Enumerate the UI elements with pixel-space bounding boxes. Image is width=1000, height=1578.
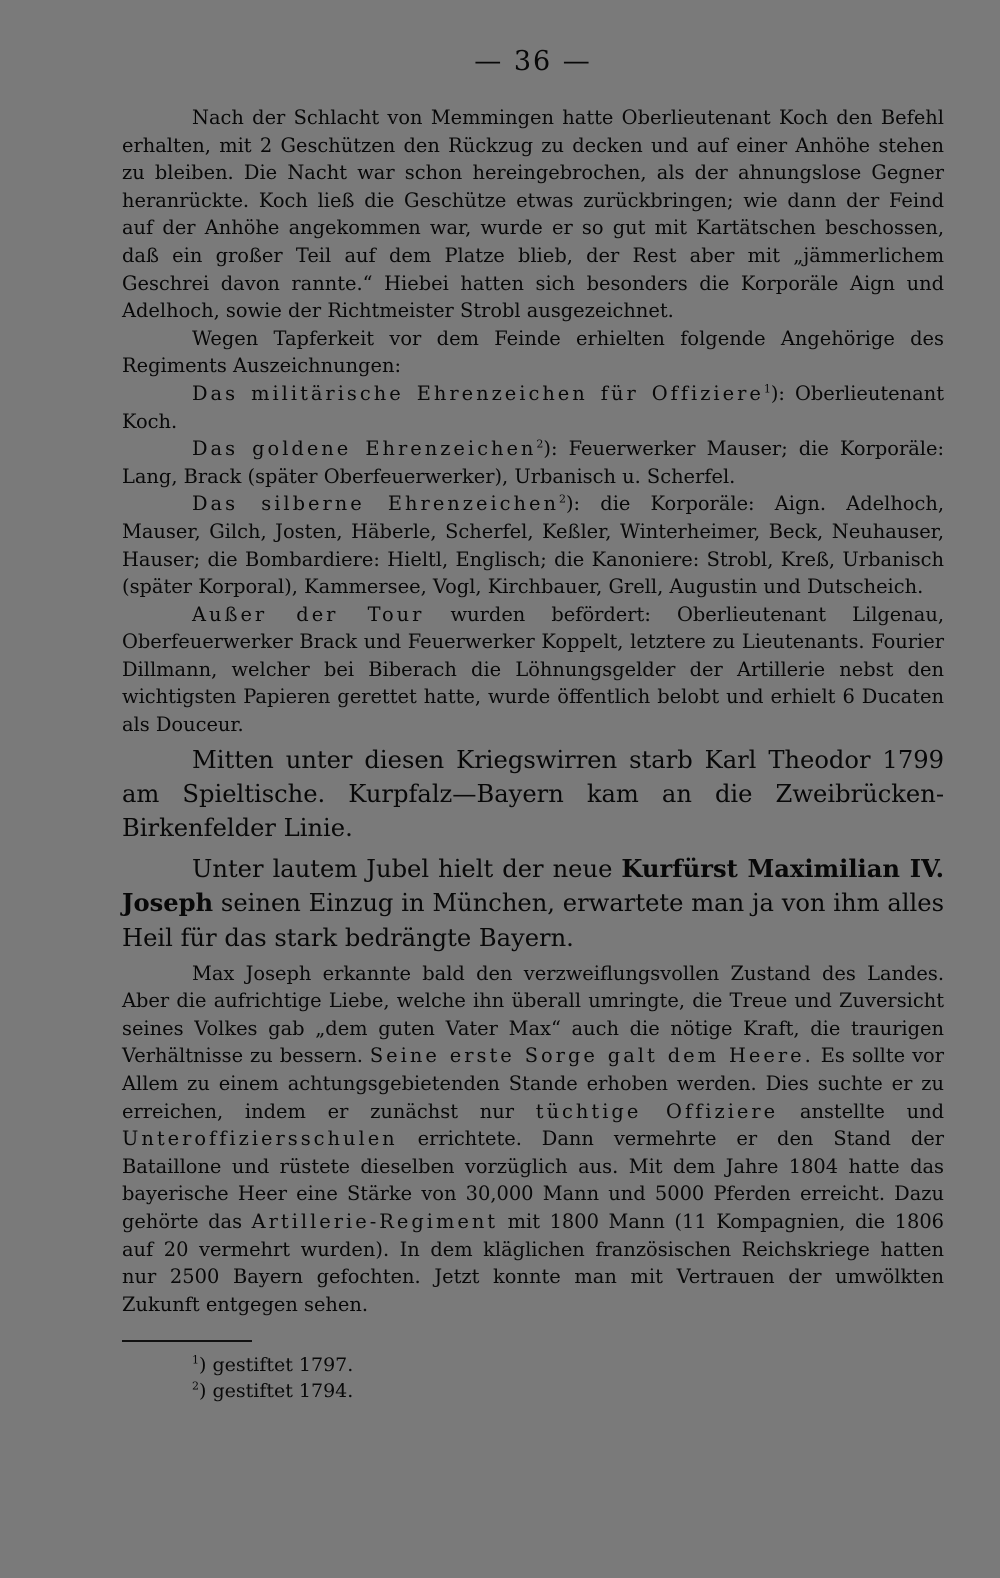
footnote-mark: 2	[192, 1380, 199, 1394]
decoration-entry: Das silberne Ehrenzeichen$^2$): die Korporäle: Aign. Adelhoch, Mauser, Gilch, Josten, Häberle, Scherfel, Keßler, Winterheimer, Beck, Neuhauser, Hauser; die Bombardiere: Hieltl, Englisch; die Kanoniere: Strobl, Kreß, Urbanisch (später Korporal), Kammersee, Vogl, Kirchbauer, Grell, Augustin und Dutscheich.	[122, 492, 944, 599]
text-run: Unter lautem Jubel hielt der neue	[192, 854, 622, 883]
spaced-run: tüchtige Offiziere	[535, 1099, 779, 1123]
body-final	[122, 960, 944, 1319]
decoration-entry: Das goldene Ehrenzeichen$^2$): Feuerwerker Mauser; die Korporäle: Lang, Brack (später Oberfeuerwerker), Urbanisch u. Scherfel.	[122, 437, 944, 488]
bold-run: Kurfürst Maximilian IV. Joseph	[122, 853, 944, 918]
body-large-2	[122, 852, 944, 956]
paragraph	[122, 960, 944, 1319]
page	[122, 40, 944, 1404]
body-large	[122, 743, 944, 846]
promotion-paragraph	[122, 601, 944, 739]
footnote-mark: 1	[192, 1354, 199, 1368]
footnote-divider	[122, 1340, 252, 1342]
spaced-run: Artillerie-Regiment	[251, 1210, 499, 1233]
paragraph: Nach der Schlacht von Memmingen hatte Oberlieutenant Koch den Befehl erhalten, mit 2 Geschützen den Rückzug zu decken und auf einer Anhöhe stehen zu bleiben. Die Nacht war schon hereingebrochen, als der ahnungslose Gegner heranrückte. Koch ließ die Geschütze etwas zurückbringen; wie dann der Feind auf der Anhöhe angekommen war, wurde er so gut mit Kartätschen beschossen, daß ein großer Teil auf dem Platze blieb, der Rest aber mit „jämmerlichem Geschrei davon rannte.“ Hiebei hatten sich besonders die Korporäle Aign und Adelhoch, sowie der Richtmeister Strobl ausgezeichnet.	[122, 106, 944, 323]
text-run: Es sollte vor Allem zu einem achtungsgebietenden Stande erhoben werden. Dies suchte er zu erreichen, indem er zunächst nur	[122, 1044, 944, 1123]
decoration-text: die Korporäle: Aign. Adelhoch, Mauser, Gilch, Josten, Häberle, Scherfel, Keßler, Winterheimer, Beck, Neuhauser, Hauser; die Bombardiere: Hieltl, Englisch; die Kanoniere: Strobl, Kreß, Urbanisch (später Korporal), Kammersee, Vogl, Kirchbauer, Grell, Augustin und Dutscheich.	[122, 492, 944, 599]
paragraph: Wegen Tapferkeit vor dem Feinde erhielten folgende Angehörige des Regiments Auszeichnungen:	[122, 326, 944, 378]
decoration-entry: Das militärische Ehrenzeichen für Offiziere$^1$): Oberlieutenant Koch.	[122, 381, 944, 433]
decoration-text: Oberlieutenant Koch.	[122, 381, 944, 433]
decoration-label: Das silberne Ehrenzeichen	[192, 492, 559, 516]
page-number: — 36 —	[474, 46, 592, 77]
decoration-text: Feuerwerker Mauser; die Korporäle: Lang, Brack (später Oberfeuerwerker), Urbanisch u. Scherfel.	[122, 437, 944, 488]
text-run: anstellte und	[778, 1099, 945, 1123]
text-run: Max Joseph erkannte bald den verzweiflungsvollen Zustand des Landes. Aber die aufrichtige Liebe, welche ihn überall umringte, die Treue und Zuversicht seines Volkes gab „dem guten Vater Max“ auch die nötige Kraft, die traurigen Verhältnisse zu bessern.	[122, 961, 944, 1068]
spaced-run: Unteroffiziersschulen	[122, 1127, 398, 1151]
text-run: seinen Einzug in München, erwartete man ja von ihm alles Heil für das stark bedrängte Bayern.	[122, 889, 944, 953]
text-run: errichtete. Dann vermehrte er den Stand der Bataillone und rüstete dieselben vorzüglich aus. Mit dem Jahre 1804 hatte das bayerische Heer eine Stärke von 30,000 Mann und 5000 Pferden erreicht. Dazu gehörte das	[122, 1127, 944, 1233]
body-small	[122, 104, 944, 739]
footnotes	[122, 1352, 944, 1404]
footnote-ref: 2	[536, 437, 544, 451]
footnote-text: gestiftet 1797.	[212, 1354, 354, 1377]
promotion-label: Außer der Tour	[192, 602, 425, 626]
footnote: $^1$) gestiftet 1797.	[192, 1354, 354, 1377]
spaced-run: Seine erste Sorge galt dem Heere.	[369, 1044, 814, 1068]
paragraph-large: Mitten unter diesen Kriegswirren starb Karl Theodor 1799 am Spieltische. Kurpfalz—Bayern kam an die Zweibrücken-Birkenfelder Linie.	[122, 745, 944, 843]
footnote: $^2$) gestiftet 1794.	[192, 1380, 354, 1403]
decoration-label: Das goldene Ehrenzeichen	[192, 437, 537, 461]
promotion-text: wurden befördert: Oberlieutenant Lilgenau, Oberfeuerwerker Brack und Feuerwerker Koppelt, letztere zu Lieutenants. Fourier Dillmann, welcher bei Biberach die Löhnungsgelder der Artillerie nebst den wichtigsten Papieren gerettet hatte, wurde öffentlich belobt und erhielt 6 Ducaten als Douceur.	[122, 602, 944, 737]
footnote-ref: 2	[558, 492, 566, 506]
footnote-text: gestiftet 1794.	[212, 1380, 354, 1403]
decoration-label: Das militärische Ehrenzeichen für Offiziere	[192, 381, 764, 405]
text-run: mit 1800 Mann (11 Kompagnien, die 1806 auf 20 vermehrt wurden). In dem kläglichen französischen Reichskriege hatten nur 2500 Bayern gefochten. Jetzt konnte man mit Vertrauen der umwölkten Zukunft entgegen sehen.	[122, 1210, 944, 1316]
footnote-ref: 1	[763, 382, 771, 396]
paragraph-large	[122, 852, 944, 956]
